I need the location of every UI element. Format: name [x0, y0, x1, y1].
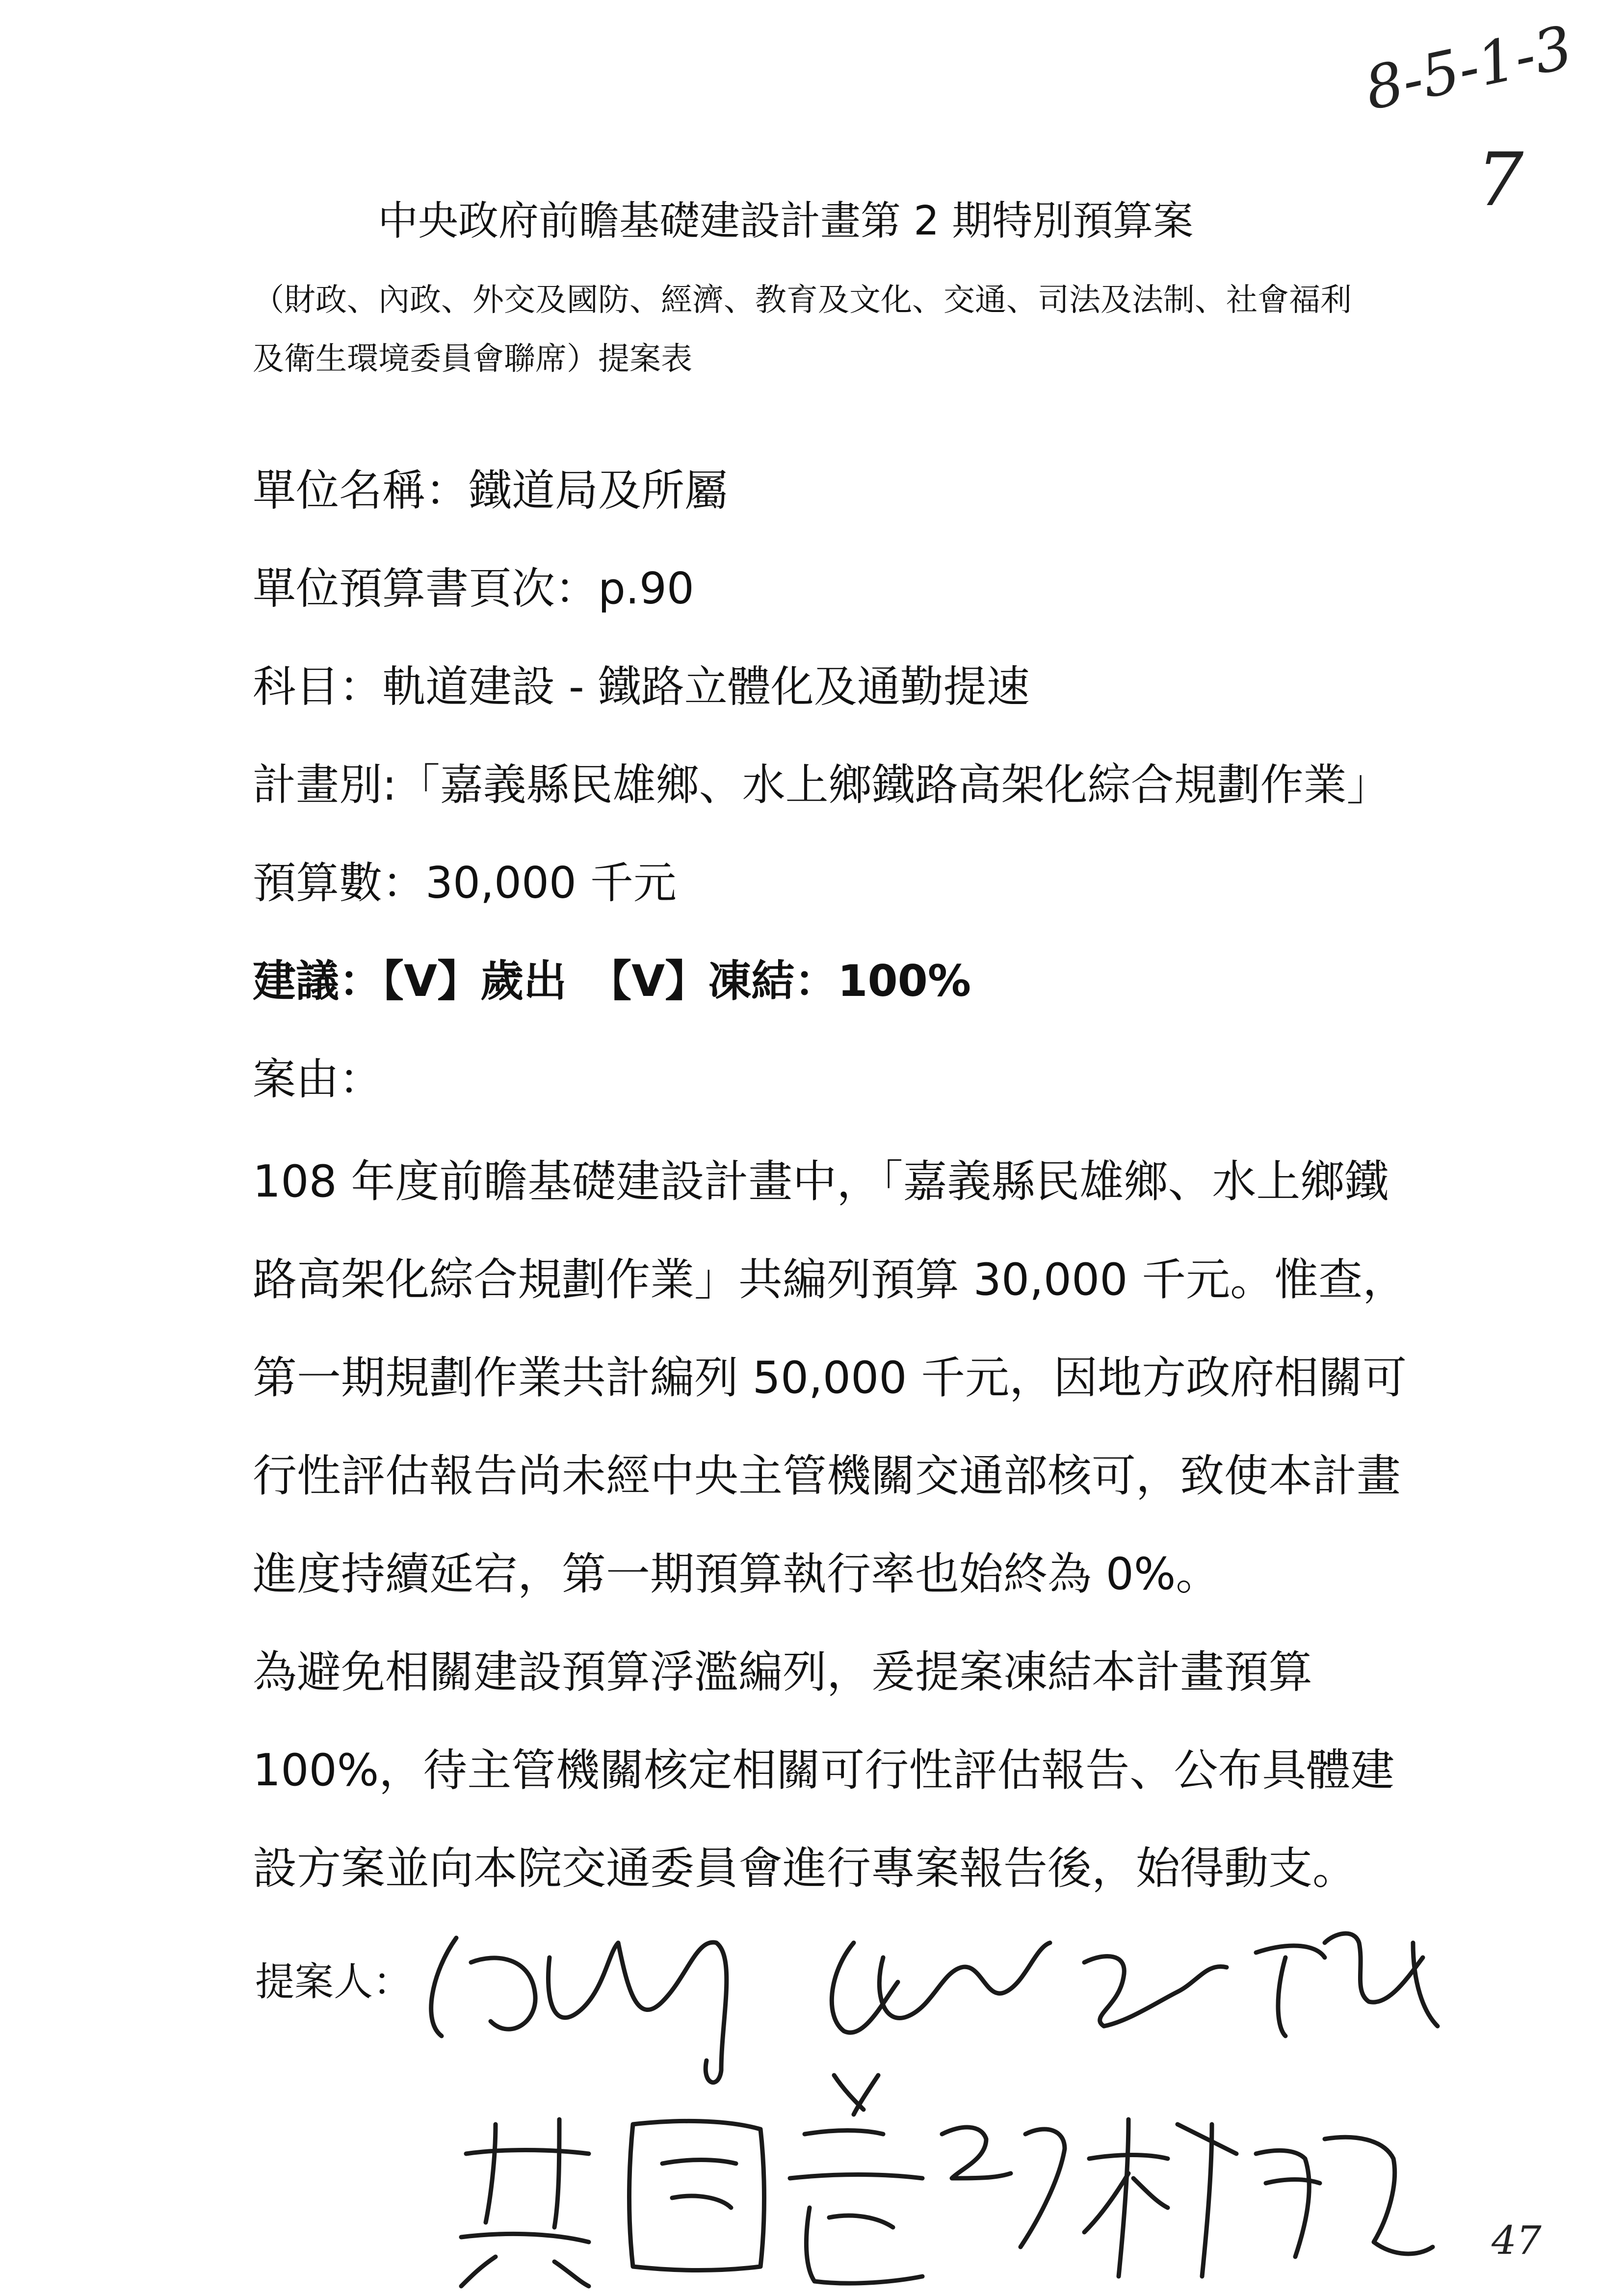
- reason-line: 100%，待主管機關核定相關可行性評估報告、公布具體建: [253, 1745, 1395, 1796]
- signature-1: [431, 1938, 727, 2083]
- signature-2: [832, 1943, 1227, 2033]
- signature-4-d: [834, 2075, 1065, 2247]
- reason-line: 第一期規劃作業共計編列 50,000 千元，因地方政府相關可: [253, 1352, 1407, 1404]
- signature-5: [1084, 2119, 1236, 2276]
- page-number-annotation: 47: [1492, 2218, 1542, 2263]
- signature-4-c: [790, 2131, 922, 2284]
- committees-line-2: 及衛生環境委員會聯席）提案表: [253, 341, 692, 377]
- committees-line-1: （財政、內政、外交及國防、經濟、教育及文化、交通、司法及法制、社會福利: [253, 282, 1352, 318]
- signature-4-b: [629, 2121, 764, 2270]
- item-number-annotation: 7: [1477, 137, 1524, 223]
- recommendation: 建議：【V】歲出 【V】凍結：100%: [253, 956, 971, 1006]
- budget-amount: 預算數：30,000 千元: [253, 858, 677, 908]
- budget-page: 單位預算書頁次：p.90: [253, 563, 694, 614]
- reason-line: 進度持續延宕，第一期預算執行率也始終為 0%。: [253, 1548, 1220, 1600]
- page-title: 中央政府前瞻基礎建設計畫第 2 期特別預算案: [378, 198, 1194, 244]
- file-code-annotation: 8-5-1-3: [1359, 13, 1578, 124]
- reason-line: 108 年度前瞻基礎建設計畫中，「嘉義縣民雄鄉、水上鄉鐵: [253, 1156, 1389, 1207]
- reason-line: 為避免相關建設預算浮濫編列，爰提案凍結本計畫預算: [253, 1646, 1312, 1698]
- subject: 科目：軌道建設 - 鐵路立體化及通勤提速: [253, 661, 1030, 712]
- unit-name: 單位名稱：鐵道局及所屬: [253, 465, 728, 516]
- reason-line: 設方案並向本院交通委員會進行專案報告後，始得動支。: [253, 1843, 1357, 1894]
- signature-5-b: [1256, 2137, 1433, 2257]
- proposer-label: 提案人：: [255, 1959, 412, 2005]
- reason-label: 案由：: [253, 1054, 383, 1104]
- plan-name: 計畫別:「嘉義縣民雄鄉、水上鄉鐵路高架化綜合規劃作業」: [253, 759, 1390, 810]
- signature-3: [1256, 1933, 1438, 2036]
- signature-4: [461, 2119, 589, 2286]
- reason-line: 行性評估報告尚未經中央主管機關交通部核可，致使本計畫: [253, 1450, 1401, 1502]
- reason-line: 路高架化綜合規劃作業」共編列預算 30,000 千元。惟查，: [253, 1254, 1407, 1305]
